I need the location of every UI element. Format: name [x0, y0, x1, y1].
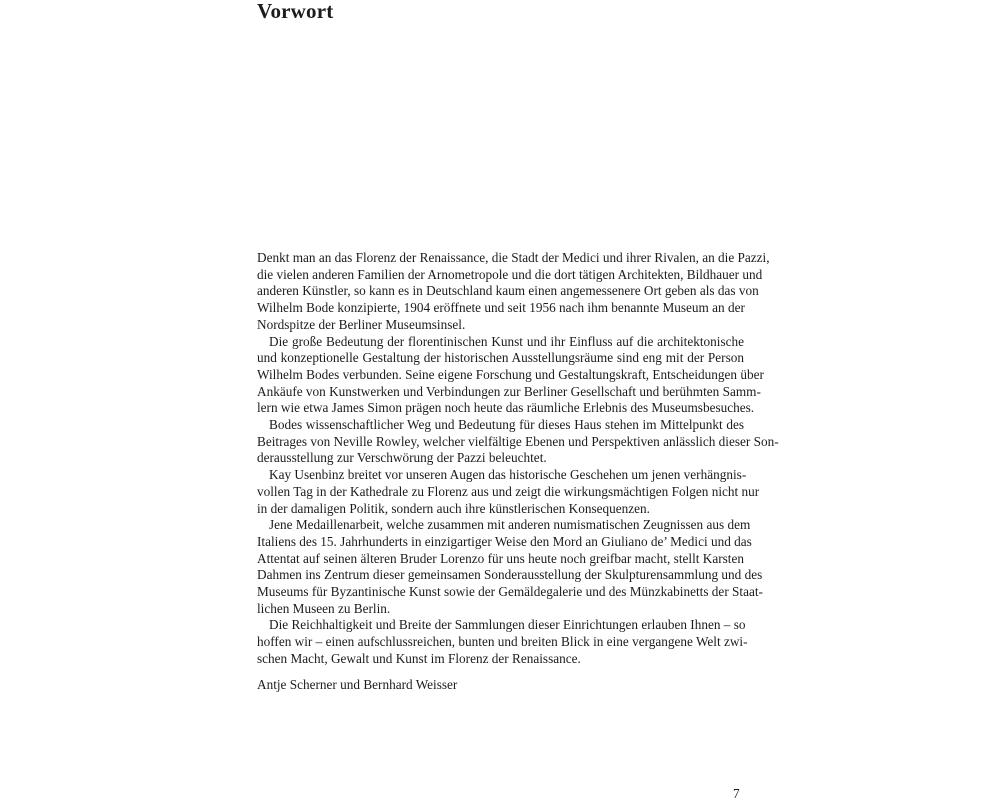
text-line: Wilhelm Bodes verbunden. Seine eigene Forschung und Gestaltungskraft, Entscheidungen über — [257, 366, 764, 382]
paragraph — [257, 467, 760, 517]
paragraph — [257, 517, 763, 617]
text-line: vollen Tag in der Kathedrale zu Florenz aus und zeigt die wirkungsmächtigen Folgen nicht nur — [257, 483, 760, 499]
text-line: schen Macht, Gewalt und Kunst im Florenz der Renaissance. — [257, 650, 581, 666]
text-line: lichen Museen zu Berlin. — [257, 600, 391, 616]
text-line: Wilhelm Bode konzipierte, 1904 eröffnete und seit 1956 nach ihm benannte Museum an der — [257, 300, 745, 316]
text-line: Museums für Byzantinische Kunst sowie der Gemäldegalerie und des Münzkabinetts der Staat- — [257, 584, 763, 600]
text-line: Die Reichhaltigkeit und Breite der Sammlungen dieser Einrichtungen erlauben Ihnen – so — [269, 617, 746, 633]
paragraph — [257, 250, 770, 334]
text-line: in der damaligen Politik, sondern auch ihre künstlerischen Konsequenzen. — [257, 500, 650, 516]
text-line: Attentat auf seinen älteren Bruder Lorenzo für uns heute noch greifbar macht, stellt Karsten — [257, 550, 744, 566]
signature: Antje Scherner und Bernhard Weisser — [257, 677, 458, 692]
text-line: Denkt man an das Florenz der Renaissance, die Stadt der Medici und ihrer Rivalen, an die Pazzi, — [257, 250, 770, 265]
text-line: Bodes wissenschaftlicher Weg und Bedeutung für dieses Haus stehen im Mittelpunkt des — [269, 417, 744, 433]
text-line: derausstellung zur Verschwörung der Pazzi beleuchtet. — [257, 450, 547, 466]
text-line: lern wie etwa James Simon prägen noch heute das räumliche Erlebnis des Museumsbesuches. — [257, 400, 755, 416]
text-line: anderen Künstler, so kann es in Deutschland kaum einen angemessenere Ort geben als das von — [257, 283, 759, 299]
text-line: Nordspitze der Berliner Museumsinsel. — [257, 316, 466, 332]
text-line: Italiens des 15. Jahrhunderts in einzigartiger Weise den Mord an Giuliano de’ Medici und das — [257, 533, 752, 549]
text-line: hoffen wir – einen aufschlussreichen, bunten und breiten Blick in eine vergangene Welt zwi- — [257, 634, 748, 650]
paragraph — [257, 617, 748, 667]
page-number: 7 — [733, 786, 740, 801]
body-text — [257, 250, 779, 668]
text-line: und konzeptionelle Gestaltung der historischen Ausstellungsräume sind eng mit der Person — [257, 350, 744, 366]
paragraph — [257, 333, 764, 418]
text-line: Die große Bedeutung der florentinischen Kunst und ihr Einfluss auf die architektonische — [269, 333, 744, 349]
text-line: Dahmen ins Zentrum dieser gemeinsamen Sonderausstellung der Skulpturensammlung und des — [257, 567, 763, 583]
text-line: Jene Medaillenarbeit, welche zusammen mit anderen numismatischen Zeugnissen aus dem — [269, 517, 751, 533]
text-line: Kay Usenbinz breitet vor unseren Augen das historische Geschehen um jenen verhängnis- — [269, 467, 747, 483]
page-title: Vorwort — [257, 0, 334, 23]
text-line: Beitrages von Neville Rowley, welcher vielfältige Ebenen und Perspektiven anlässlich dieser Son- — [257, 433, 779, 449]
text-line: die vielen anderen Familien der Arnometropole und die dort tätigen Architekten, Bildhauer und — [257, 266, 763, 282]
text-line: Ankäufe von Kunstwerken und Verbindungen zur Berliner Gesellschaft und berühmten Samm- — [257, 383, 761, 399]
paragraph — [257, 417, 779, 467]
